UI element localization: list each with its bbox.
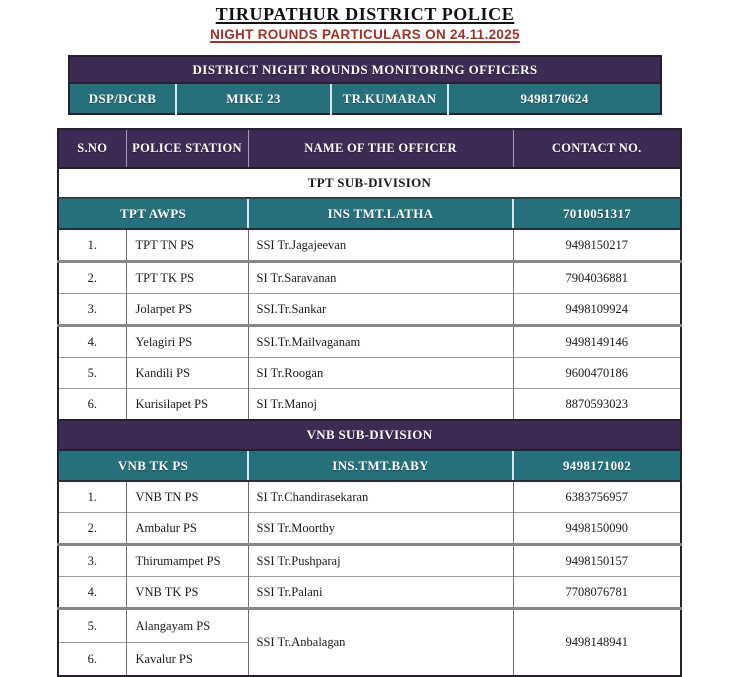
cell-officer: SI Tr.Saravanan [248, 262, 513, 294]
cell-contact: 9600470186 [513, 358, 681, 389]
monitoring-table-title: DISTRICT NIGHT ROUNDS MONITORING OFFICERS [69, 56, 661, 83]
cell-station: Ambalur PS [126, 513, 248, 545]
cell-officer: SSI Tr.Jagajeevan [248, 229, 513, 262]
table-row [58, 358, 681, 389]
cell-contact: 9498149146 [513, 326, 681, 358]
table-row [58, 481, 681, 513]
cell-officer: SSI Tr.Pushparaj [248, 545, 513, 577]
cell-officer: SI Tr.Chandirasekaran [248, 481, 513, 513]
incharge-officer: INS TMT.LATHA [248, 198, 513, 229]
table-row [58, 513, 681, 545]
monitoring-officer-row [69, 83, 661, 114]
night-rounds-table [57, 128, 682, 677]
cell-officer-merged: SSI Tr.Anbalagan [248, 609, 513, 677]
cell-sno: 2. [58, 262, 126, 294]
table-row [58, 389, 681, 421]
cell-contact-merged: 9498148941 [513, 609, 681, 677]
column-header-officer-name: NAME OF THE OFFICER [248, 129, 513, 168]
column-header-police-station: POLICE STATION [126, 129, 248, 168]
incharge-officer: INS.TMT.BABY [248, 450, 513, 481]
cell-officer: SI Tr.Roogan [248, 358, 513, 389]
cell-station: Yelagiri PS [126, 326, 248, 358]
cell-officer: SI Tr.Manoj [248, 389, 513, 421]
table-header-row [58, 129, 681, 168]
cell-sno: 2. [58, 513, 126, 545]
cell-sno: 1. [58, 229, 126, 262]
cell-station: Jolarpet PS [126, 294, 248, 326]
cell-sno: 1. [58, 481, 126, 513]
table-row [58, 262, 681, 294]
incharge-contact: 7010051317 [513, 198, 681, 229]
monitoring-officer-name: TR.KUMARAN [331, 83, 448, 114]
cell-officer: SSI.Tr.Sankar [248, 294, 513, 326]
incharge-row-vnb [58, 450, 681, 481]
incharge-contact: 9498171002 [513, 450, 681, 481]
cell-officer: SSI.Tr.Mailvaganam [248, 326, 513, 358]
cell-officer: SSI Tr.Moorthy [248, 513, 513, 545]
cell-officer: SSI Tr.Palani [248, 577, 513, 609]
incharge-station: VNB TK PS [58, 450, 248, 481]
cell-contact: 9498109924 [513, 294, 681, 326]
page-title: TIRUPATHUR DISTRICT POLICE [215, 4, 515, 24]
cell-sno: 6. [58, 643, 126, 677]
cell-sno: 4. [58, 577, 126, 609]
table-row [58, 545, 681, 577]
monitoring-unit: DSP/DCRB [69, 83, 176, 114]
incharge-row-tpt [58, 198, 681, 229]
cell-station: Kandili PS [126, 358, 248, 389]
cell-station: Kavalur PS [126, 643, 248, 677]
column-header-contact-no: CONTACT NO. [513, 129, 681, 168]
cell-contact: 9498150217 [513, 229, 681, 262]
monitoring-title-row [69, 56, 661, 83]
division-title: VNB SUB-DIVISION [58, 420, 681, 450]
incharge-station: TPT AWPS [58, 198, 248, 229]
table-row [58, 229, 681, 262]
cell-contact: 7708076781 [513, 577, 681, 609]
cell-station: Alangayam PS [126, 609, 248, 643]
table-row [58, 577, 681, 609]
cell-sno: 3. [58, 545, 126, 577]
cell-contact: 6383756957 [513, 481, 681, 513]
cell-station: TPT TN PS [126, 229, 248, 262]
cell-sno: 5. [58, 609, 126, 643]
document-page [0, 4, 730, 666]
division-title: TPT SUB-DIVISION [58, 168, 681, 198]
table-row [58, 609, 681, 643]
cell-contact: 9498150157 [513, 545, 681, 577]
cell-sno: 4. [58, 326, 126, 358]
page-subtitle: NIGHT ROUNDS PARTICULARS ON 24.11.2025 [210, 27, 520, 42]
cell-contact: 9498150090 [513, 513, 681, 545]
monitoring-officers-table [68, 55, 662, 115]
cell-station: Kurisilapet PS [126, 389, 248, 421]
cell-station: TPT TK PS [126, 262, 248, 294]
column-header-sno: S.NO [58, 129, 126, 168]
cell-station: VNB TK PS [126, 577, 248, 609]
monitoring-callsign: MIKE 23 [176, 83, 331, 114]
cell-station: VNB TN PS [126, 481, 248, 513]
table-row [58, 294, 681, 326]
cell-sno: 6. [58, 389, 126, 421]
cell-station: Thirumampet PS [126, 545, 248, 577]
cell-sno: 5. [58, 358, 126, 389]
table-row [58, 326, 681, 358]
cell-contact: 7904036881 [513, 262, 681, 294]
division-header-vnb [58, 420, 681, 450]
cell-contact: 8870593023 [513, 389, 681, 421]
cell-sno: 3. [58, 294, 126, 326]
monitoring-contact: 9498170624 [448, 83, 661, 114]
division-header-tpt [58, 168, 681, 198]
